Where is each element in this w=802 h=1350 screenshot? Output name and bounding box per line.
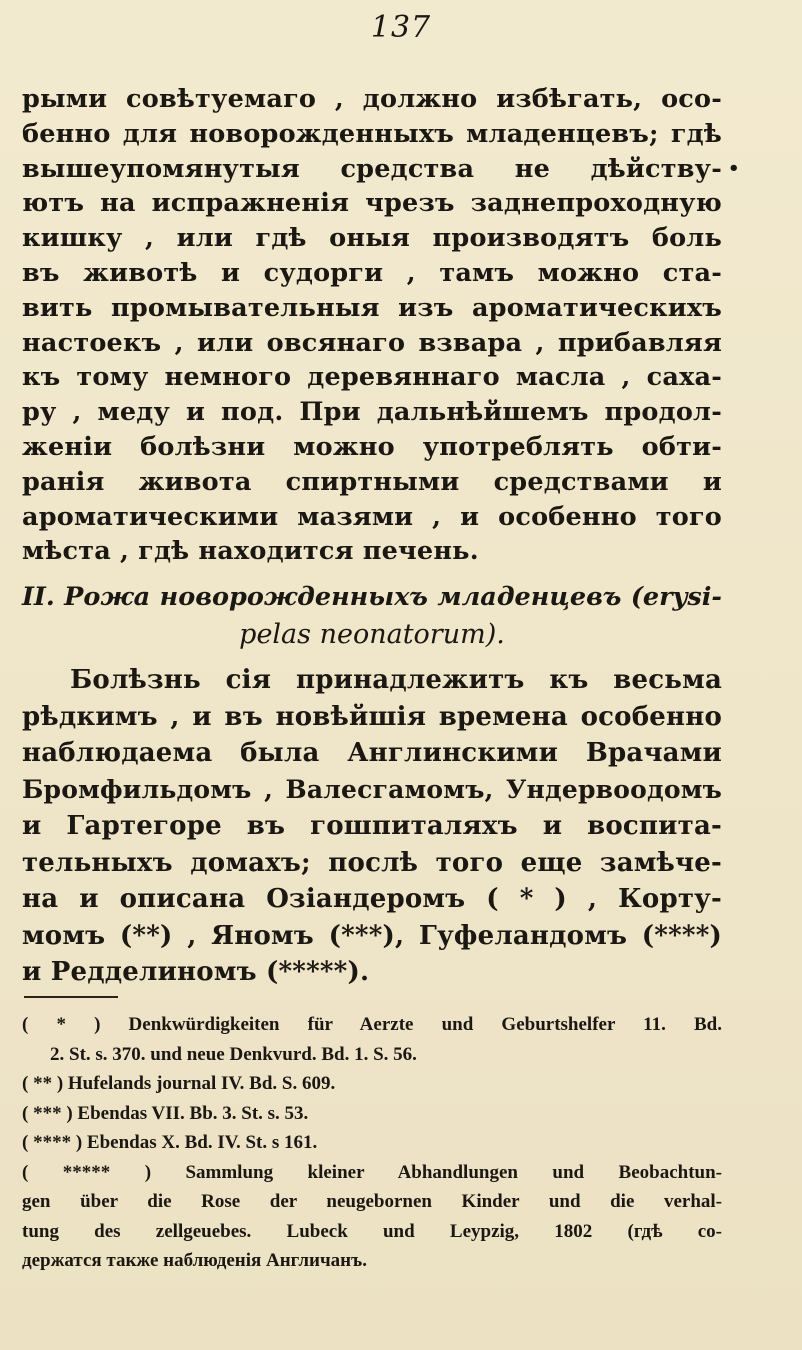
section-line: Бромфильдомъ , Валесгамомъ, Ундервоодомъ <box>22 774 722 804</box>
footnote-line: ( ** ) Hufelands journal IV. Bd. S. 609. <box>22 1073 336 1094</box>
footnote-line: держатся также наблюденія Англичанъ. <box>22 1250 367 1271</box>
footnote-divider <box>24 996 118 998</box>
section-line: рѣдкимъ , и въ новѣйшія времена особенно <box>22 701 722 732</box>
body-line: вить промывательныя изъ ароматическихъ <box>22 292 722 323</box>
body-line: мѣста , гдѣ находится печень. <box>22 536 479 567</box>
section-line: момъ (**) , Яномъ (***), Гуфеландомъ (****) <box>22 920 722 951</box>
footnote-line: tung des zellgeuebes. Lubeck und Leypzig, 1802 (гдѣ со- <box>22 1220 722 1242</box>
margin-mark: • <box>728 158 740 179</box>
body-line: къ тому немного деревяннаго масла , саха- <box>22 362 722 393</box>
body-line: кишку , или гдѣ оныя производятъ боль <box>22 223 722 254</box>
section-heading-line: II. Рожа новорожденныхъ младенцевъ (erysi- <box>22 582 722 612</box>
body-line: ароматическими мазями , и особенно того <box>22 501 722 532</box>
body-line: настоекъ , или овсянаго взвара , прибавляя <box>22 327 722 358</box>
footnotes <box>22 1010 722 1276</box>
footnote-line: ( ***** ) Sammlung kleiner Abhandlungen und Beobachtun- <box>22 1161 722 1183</box>
footnote-line: ( *** ) Ebendas VII. Bb. 3. St. s. 53. <box>22 1102 309 1124</box>
section-line: и Гартегоре въ гошпиталяхъ и воспита- <box>22 811 722 841</box>
section-line: Болѣзнь сія принадлежитъ къ весьма <box>70 665 722 695</box>
section-line: тельныхъ домахъ; послѣ того еще замѣче- <box>22 847 722 878</box>
body-line: ранія живота спиртными средствами и <box>22 466 722 497</box>
footnote-line: gen über die Rose der neugebornen Kinder und die verhal- <box>22 1191 722 1212</box>
body-line: вышеупомянутыя средства не дѣйству- <box>22 153 722 184</box>
section-heading-line: pelas neonatorum). <box>239 619 505 650</box>
section-line: на и описана Озіандеромъ ( * ) , Корту- <box>22 884 722 914</box>
footnote-line: 2. St. s. 370. und neue Denkvurd. Bd. 1. S. 56. <box>50 1043 417 1065</box>
section-line: наблюдаема была Англинскими Врачами <box>22 738 722 768</box>
body-paragraph <box>22 82 722 569</box>
page-number: 137 <box>370 10 432 45</box>
footnote-line: ( * ) Denkwürdigkeiten für Aerzte und Geburtshelfer 11. Bd. <box>22 1014 722 1035</box>
body-line: бенно для новорожденныхъ младенцевъ; гдѣ <box>22 118 722 149</box>
section-paragraph <box>22 662 722 991</box>
section-line: и Редделиномъ (*****). <box>22 957 370 987</box>
body-line: ру , меду и под. При дальнѣйшемъ продол- <box>22 397 722 428</box>
body-line: рыми совѣтуемаго , должно избѣгать, осо- <box>22 84 722 114</box>
body-line: въ животѣ и судорги , тамъ можно ста- <box>22 257 722 288</box>
body-line: ютъ на испражненія чрезъ заднепроходную <box>22 188 722 219</box>
section-heading <box>22 578 722 654</box>
body-line: женіи болѣзни можно употреблять обти- <box>22 431 722 462</box>
footnote-line: ( **** ) Ebendas X. Bd. IV. St. s 161. <box>22 1132 318 1153</box>
